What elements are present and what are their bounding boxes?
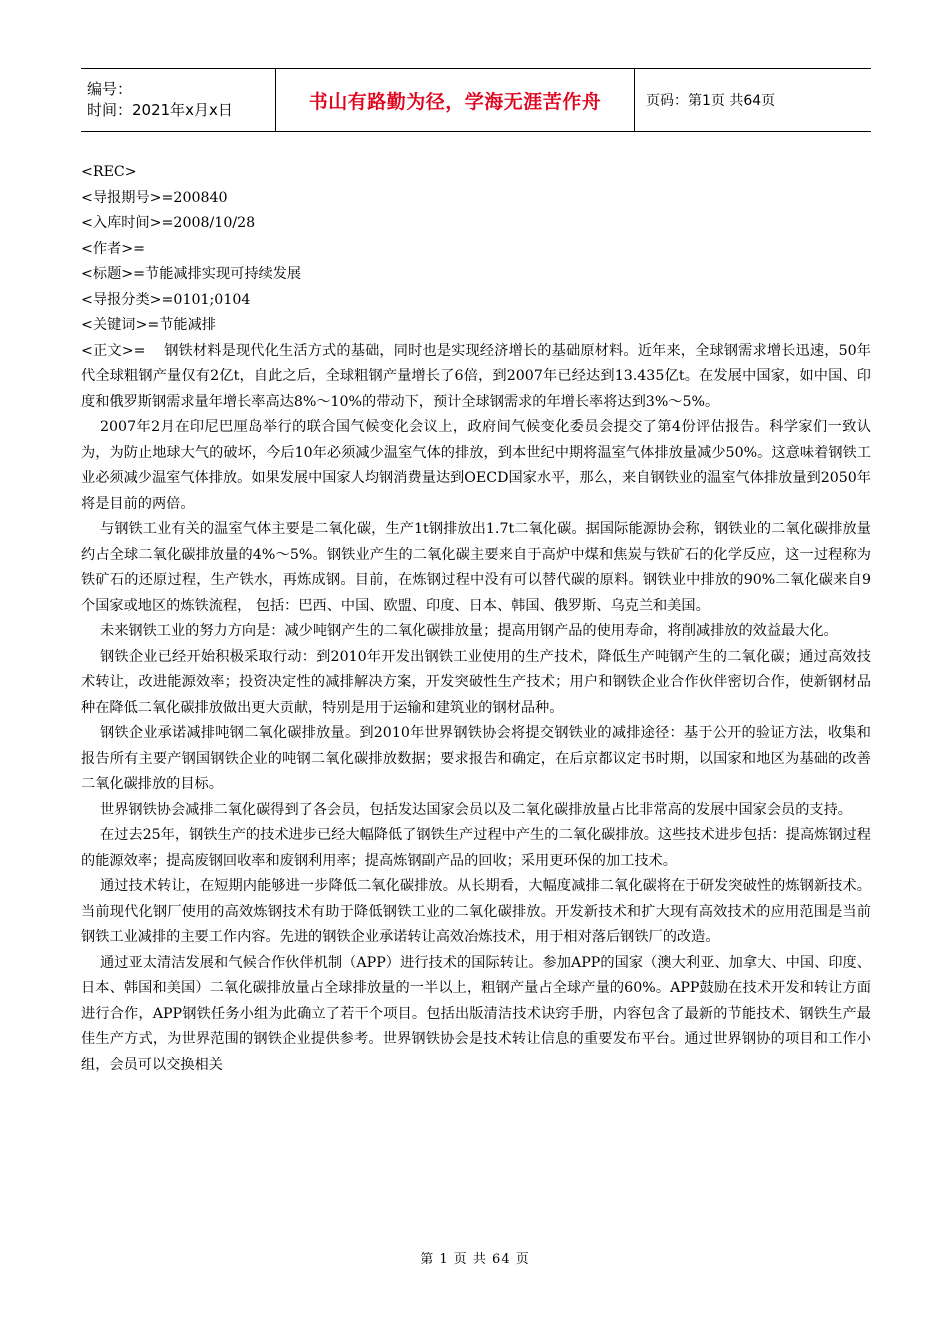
meta-entry-time: <入库时间>=2008/10/28 xyxy=(81,215,256,231)
document-number-label: 编号： xyxy=(87,80,133,98)
body-paragraph-5: 钢铁企业已经开始积极采取行动：到2010年开发出钢铁工业使用的生产技术，降低生产吨钢产生的二氧化碳；通过高效技术转让，改进能源效率；投资决定性的减排解决方案，开发突破性生产技术；用户和钢铁企业合作伙伴密切合作，使新钢材品种在降低二氧化碳排放做出更大贡献，特别是用于运输和建筑业的钢材品种。 xyxy=(81,648,871,716)
header-page-info: 页码：第1页 共64页 xyxy=(646,93,776,109)
body-paragraph-4: 未来钢铁工业的努力方向是：减少吨钢产生的二氧化碳排放量；提高用钢产品的使用寿命，将削减排放的效益最大化。 xyxy=(100,623,838,639)
meta-keywords: <关键词>=节能减排 xyxy=(81,317,216,333)
document-time-label: 时间：2021年x月x日 xyxy=(87,101,233,119)
meta-title: <标题>=节能减排实现可持续发展 xyxy=(81,266,302,282)
header-left-cell xyxy=(81,69,276,132)
page-header xyxy=(81,68,871,132)
body-paragraph-9: 通过技术转让，在短期内能够进一步降低二氧化碳排放。从长期看，大幅度减排二氧化碳将在于研发突破性的炼钢新技术。当前现代化钢厂使用的高效炼钢技术有助于降低钢铁工业的二氧化碳排放。开发新技术和扩大现有高效技术的应用范围是当前钢铁工业减排的主要工作内容。先进的钢铁企业承诺转让高效冶炼技术，用于相对落后钢铁厂的改造。 xyxy=(81,878,871,945)
meta-category: <导报分类>=0101;0104 xyxy=(81,291,251,308)
body-paragraph-3: 与钢铁工业有关的温室气体主要是二氧化碳，生产1t钢排放出1.7t二氧化碳。据国际能源协会称，钢铁业的二氧化碳排放量约占全球二氧化碳排放量的4%～5%。钢铁业产生的二氧化碳主要来自于高炉中煤和焦炭与铁矿石的化学反应，这一过程称为铁矿石的还原过程，生产铁水，再炼成钢。目前，在炼钢过程中没有可以替代碳的原料。钢铁业中排放的90%二氧化碳来自9个国家或地区的炼铁流程， 包括：巴西、中国、欧盟、印度、日本、韩国、俄罗斯、乌克兰和美国。 xyxy=(81,521,871,614)
header-motto: 书山有路勤为径，学海无涯苦作舟 xyxy=(276,69,635,132)
body-paragraph-1: <正文>= 钢铁材料是现代化生活方式的基础，同时也是实现经济增长的基础原材料。近年来，全球钢需求增长迅速，50年代全球粗钢产量仅有2亿t，自此之后，全球粗钢产量增长了6倍，到2007年已经达到13.435亿t。在发展中国家，如中国、印度和俄罗斯钢需求量年增长率高达8%～10%的带动下，预计全球钢需求的年增长率将达到3%～5%。 xyxy=(81,342,871,410)
meta-issue: <导报期号>=200840 xyxy=(81,189,228,206)
meta-rec: <REC> xyxy=(81,164,137,180)
document-body xyxy=(81,160,871,1078)
meta-author: <作者>= xyxy=(81,240,146,257)
body-paragraph-7: 世界钢铁协会减排二氧化碳得到了各会员，包括发达国家会员以及二氧化碳排放量占比非常高的发展中国家会员的支持。 xyxy=(100,801,852,818)
body-paragraph-8: 在过去25年，钢铁生产的技术进步已经大幅降低了钢铁生产过程中产生的二氧化碳排放。这些技术进步包括：提高炼钢过程的能源效率；提高废钢回收率和废钢利用率；提高炼钢副产品的回收；采用更环保的加工技术。 xyxy=(81,827,871,869)
body-paragraph-10: 通过亚太清洁发展和气候合作伙伴机制（APP）进行技术的国际转让。参加APP的国家（澳大利亚、加拿大、中国、印度、日本、韩国和美国）二氧化碳排放量占全球排放量的一半以上，粗钢产量占全球产量的60%。APP鼓励在技术开发和转让方面进行合作，APP钢铁任务小组为此确立了若干个项目。包括出版清洁技术诀窍手册，内容包含了最新的节能技术、钢铁生产最佳生产方式，为世界范围的钢铁企业提供参考。世界钢铁协会是技术转让信息的重要发布平台。通过世界钢协的项目和工作小组，会员可以交换相关 xyxy=(81,954,871,1073)
page-footer: 第 1 页 共 64 页 xyxy=(420,1252,530,1267)
body-paragraph-2: 2007年2月在印尼巴厘岛举行的联合国气候变化会议上，政府间气候变化委员会提交了第4份评估报告。科学家们一致认为，为防止地球大气的破坏，今后10年必须减少温室气体的排放，到本世纪中期将温室气体排放量减少50%。这意味着钢铁工业必须减少温室气体排放。如果发展中国家人均钢消费量达到OECD国家水平，那么，来自钢铁业的温室气体排放量到2050年将是目前的两倍。 xyxy=(81,419,871,512)
body-paragraph-6: 钢铁企业承诺减排吨钢二氧化碳排放量。到2010年世界钢铁协会将提交钢铁业的减排途径：基于公开的验证方法，收集和报告所有主要产钢国钢铁企业的吨钢二氧化碳排放数据；要求报告和确定，在后京都议定书时期，以国家和地区为基础的改善二氧化碳排放的目标。 xyxy=(81,725,871,792)
